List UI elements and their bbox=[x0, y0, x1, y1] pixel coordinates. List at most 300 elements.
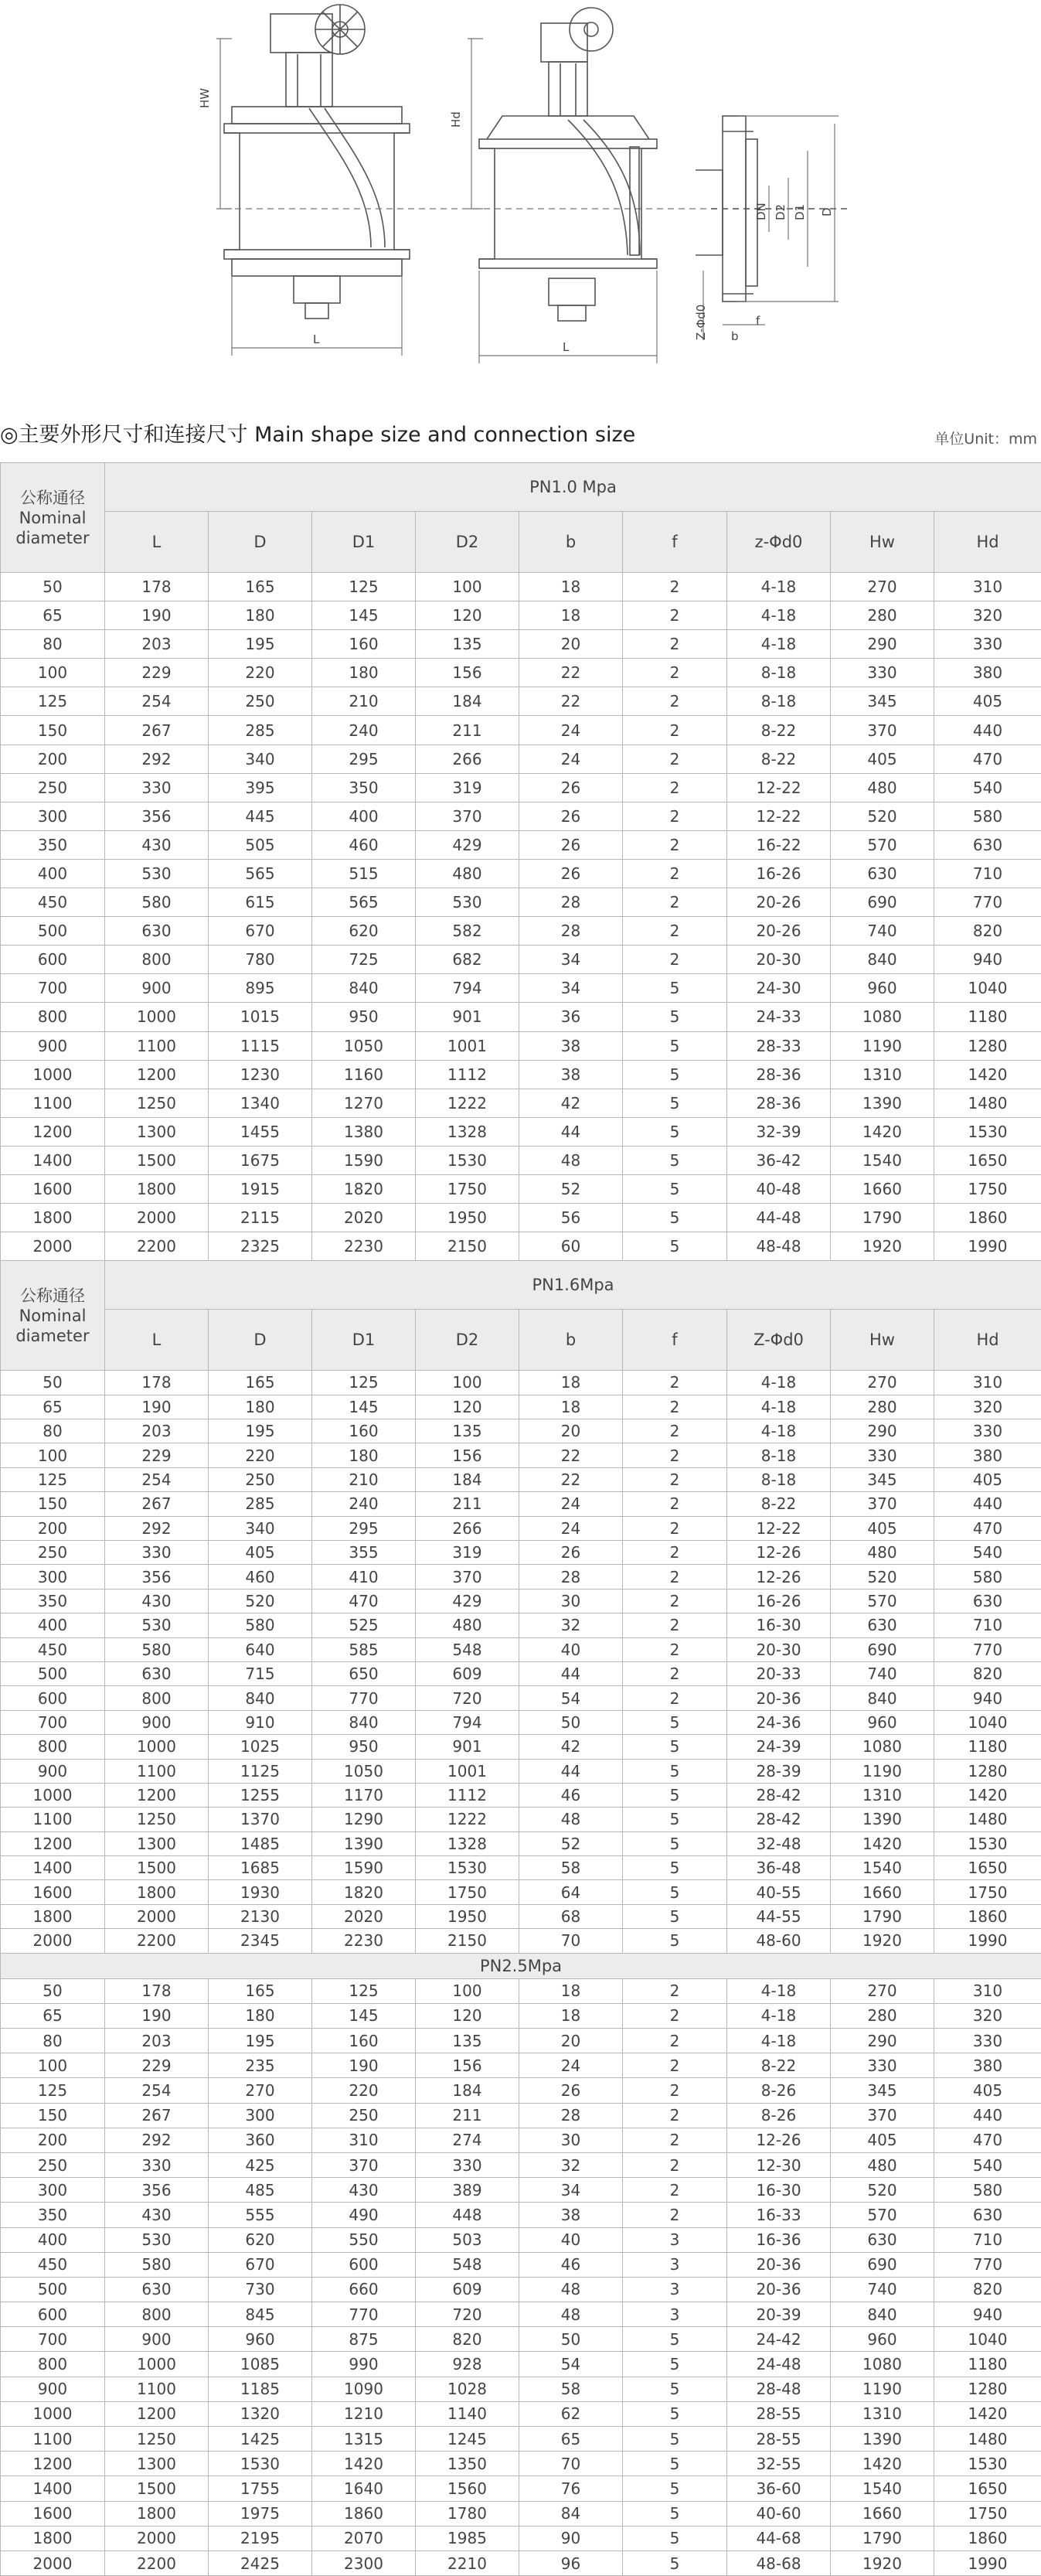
table-cell: 960 bbox=[831, 1710, 934, 1734]
table-cell: 928 bbox=[416, 2352, 519, 2377]
table-cell: 2 bbox=[623, 1661, 727, 1685]
table-cell: 2 bbox=[623, 573, 727, 601]
table-cell: 44 bbox=[519, 1117, 623, 1146]
column-header: Hd bbox=[934, 512, 1041, 573]
table-cell: 1100 bbox=[105, 1759, 209, 1783]
table-cell: 630 bbox=[934, 2203, 1041, 2227]
table-cell: 1001 bbox=[416, 1031, 519, 1060]
table-cell: 32-48 bbox=[727, 1831, 831, 1855]
table-cell: 540 bbox=[934, 2152, 1041, 2177]
table-row bbox=[1, 946, 1041, 974]
table-cell: 8-18 bbox=[727, 659, 831, 687]
table-cell: 220 bbox=[209, 659, 312, 687]
table-row bbox=[1, 2152, 1041, 2177]
table-cell: 65 bbox=[1, 1395, 105, 1419]
table-cell: 2 bbox=[623, 2103, 727, 2128]
table-cell: 1530 bbox=[416, 1856, 519, 1880]
table-cell: 4-18 bbox=[727, 630, 831, 659]
table-cell: 730 bbox=[209, 2277, 312, 2302]
table-cell: 330 bbox=[831, 2053, 934, 2078]
table-cell: 2 bbox=[623, 1395, 727, 1419]
table-cell: 5 bbox=[623, 2352, 727, 2377]
table-cell: 640 bbox=[209, 1637, 312, 1661]
table-cell: 40 bbox=[519, 2227, 623, 2252]
table-cell: 65 bbox=[519, 2427, 623, 2452]
table-cell: 292 bbox=[105, 2128, 209, 2152]
table-row bbox=[1, 1710, 1041, 1734]
table-cell: 16-30 bbox=[727, 1613, 831, 1637]
table-cell: 80 bbox=[1, 630, 105, 659]
table-cell: 1750 bbox=[416, 1174, 519, 1203]
table-cell: 280 bbox=[831, 601, 934, 630]
table-cell: 900 bbox=[1, 1759, 105, 1783]
table-cell: 8-26 bbox=[727, 2078, 831, 2103]
table-cell: 2 bbox=[623, 1467, 727, 1491]
table-cell: 330 bbox=[105, 773, 209, 802]
table-cell: 250 bbox=[312, 2103, 416, 2128]
table-cell: 2000 bbox=[105, 1904, 209, 1928]
table-cell: 54 bbox=[519, 2352, 623, 2377]
table-cell: 319 bbox=[416, 773, 519, 802]
column-header: Hd bbox=[934, 1310, 1041, 1371]
table-cell: 840 bbox=[312, 1710, 416, 1734]
table-cell: 2300 bbox=[312, 2550, 416, 2575]
table-cell: 800 bbox=[1, 1003, 105, 1031]
table-cell: 48 bbox=[519, 1808, 623, 1831]
table-row bbox=[1, 1031, 1041, 1060]
table-cell: 429 bbox=[416, 830, 519, 859]
table-cell: 1660 bbox=[831, 1880, 934, 1904]
table-cell: 2 bbox=[623, 830, 727, 859]
table-row bbox=[1, 1565, 1041, 1589]
table-cell: 585 bbox=[312, 1637, 416, 1661]
table-cell: 2 bbox=[623, 659, 727, 687]
table-row bbox=[1, 2327, 1041, 2352]
table-cell: 145 bbox=[312, 2003, 416, 2028]
table-cell: 1040 bbox=[934, 1710, 1041, 1734]
table-cell: 2020 bbox=[312, 1204, 416, 1232]
table-cell: 1100 bbox=[1, 2427, 105, 2452]
column-header: D1 bbox=[312, 512, 416, 573]
table-row bbox=[1, 2352, 1041, 2377]
table-cell: 2 bbox=[623, 745, 727, 773]
table-cell: 28 bbox=[519, 1565, 623, 1589]
table-cell: 1000 bbox=[105, 1735, 209, 1759]
table-cell: 2 bbox=[623, 1589, 727, 1613]
table-cell: 1185 bbox=[209, 2377, 312, 2401]
table-cell: 2 bbox=[623, 2178, 727, 2203]
table-row bbox=[1, 1637, 1041, 1661]
table-cell: 715 bbox=[209, 1661, 312, 1685]
table-cell: 505 bbox=[209, 830, 312, 859]
table-cell: 940 bbox=[934, 1686, 1041, 1710]
table-row bbox=[1, 2302, 1041, 2327]
table-cell: 32 bbox=[519, 2152, 623, 2177]
table-cell: 410 bbox=[312, 1565, 416, 1589]
table-cell: 840 bbox=[312, 974, 416, 1003]
table-cell: 8-22 bbox=[727, 745, 831, 773]
table-cell: 794 bbox=[416, 974, 519, 1003]
label-d2: D2 bbox=[774, 204, 788, 220]
table-cell: 18 bbox=[519, 1978, 623, 2003]
label-l2: L bbox=[563, 340, 570, 354]
table-cell: 5 bbox=[623, 2377, 727, 2401]
table-row bbox=[1, 745, 1041, 773]
table-cell: 50 bbox=[519, 2327, 623, 2352]
table-cell: 20-30 bbox=[727, 1637, 831, 1661]
table-cell: 145 bbox=[312, 1395, 416, 1419]
table-cell: 250 bbox=[209, 687, 312, 716]
table-cell: 725 bbox=[312, 946, 416, 974]
table-cell: 1500 bbox=[105, 2476, 209, 2501]
table-cell: 580 bbox=[934, 2178, 1041, 2203]
table-cell: 400 bbox=[1, 2227, 105, 2252]
table-cell: 1540 bbox=[831, 1856, 934, 1880]
table-cell: 184 bbox=[416, 687, 519, 716]
table-cell: 370 bbox=[831, 716, 934, 745]
valve-technical-drawings bbox=[0, 0, 1041, 379]
table-cell: 24-48 bbox=[727, 2352, 831, 2377]
table-cell: 295 bbox=[312, 745, 416, 773]
table-cell: 229 bbox=[105, 2053, 209, 2078]
table-cell: 770 bbox=[934, 888, 1041, 917]
table-cell: 267 bbox=[105, 1492, 209, 1516]
table-row bbox=[1, 2526, 1041, 2550]
table-cell: 178 bbox=[105, 1371, 209, 1395]
table-cell: 4-18 bbox=[727, 1419, 831, 1443]
table-cell: 490 bbox=[312, 2203, 416, 2227]
table-row bbox=[1, 630, 1041, 659]
table-cell: 540 bbox=[934, 1540, 1041, 1564]
table-cell: 254 bbox=[105, 2078, 209, 2103]
table-cell: 600 bbox=[312, 2252, 416, 2277]
table-row bbox=[1, 917, 1041, 946]
table-cell: 540 bbox=[934, 773, 1041, 802]
table-cell: 380 bbox=[934, 2053, 1041, 2078]
table-cell: 1950 bbox=[416, 1904, 519, 1928]
table-cell: 184 bbox=[416, 1467, 519, 1491]
label-hd: Hd bbox=[449, 111, 463, 128]
unit-label: 单位Unit：mm bbox=[934, 428, 1037, 448]
table-cell: 530 bbox=[105, 2227, 209, 2252]
table-cell: 620 bbox=[312, 917, 416, 946]
table-cell: 240 bbox=[312, 1492, 416, 1516]
table-cell: 310 bbox=[934, 573, 1041, 601]
table-cell: 430 bbox=[312, 2178, 416, 2203]
table-cell: 290 bbox=[831, 2029, 934, 2053]
table-cell: 5 bbox=[623, 1146, 727, 1174]
table-cell: 570 bbox=[831, 1589, 934, 1613]
table-cell: 405 bbox=[934, 2078, 1041, 2103]
table-cell: 500 bbox=[1, 917, 105, 946]
table-row bbox=[1, 1174, 1041, 1203]
table-cell: 700 bbox=[1, 2327, 105, 2352]
table-cell: 135 bbox=[416, 2029, 519, 2053]
table-cell: 1200 bbox=[105, 1783, 209, 1807]
table-cell: 1990 bbox=[934, 1929, 1041, 1953]
table-cell: 405 bbox=[831, 2128, 934, 2152]
table-cell: 1040 bbox=[934, 974, 1041, 1003]
table-cell: 1920 bbox=[831, 2550, 934, 2575]
table-cell: 340 bbox=[209, 1516, 312, 1540]
table-cell: 135 bbox=[416, 630, 519, 659]
table-cell: 960 bbox=[831, 2327, 934, 2352]
table-cell: 80 bbox=[1, 1419, 105, 1443]
column-header: L bbox=[105, 512, 209, 573]
table-cell: 145 bbox=[312, 601, 416, 630]
table-cell: 2 bbox=[623, 630, 727, 659]
table-cell: 910 bbox=[209, 1710, 312, 1734]
table-cell: 44-68 bbox=[727, 2526, 831, 2550]
table-cell: 2 bbox=[623, 1565, 727, 1589]
table-cell: 480 bbox=[831, 1540, 934, 1564]
table-cell: 254 bbox=[105, 1467, 209, 1491]
table-cell: 52 bbox=[519, 1831, 623, 1855]
table-cell: 389 bbox=[416, 2178, 519, 2203]
column-header-row bbox=[1, 512, 1041, 573]
table-cell: 4-18 bbox=[727, 1395, 831, 1419]
table-cell: 12-30 bbox=[727, 2152, 831, 2177]
table-cell: 1800 bbox=[105, 2501, 209, 2526]
table-cell: 630 bbox=[105, 917, 209, 946]
table-cell: 46 bbox=[519, 1783, 623, 1807]
table-cell: 184 bbox=[416, 2078, 519, 2103]
column-header: D bbox=[209, 512, 312, 573]
table-row bbox=[1, 888, 1041, 917]
table-cell: 429 bbox=[416, 1589, 519, 1613]
table-cell: 1530 bbox=[934, 1831, 1041, 1855]
table-cell: 480 bbox=[416, 859, 519, 888]
table-cell: 1000 bbox=[105, 2352, 209, 2377]
table-cell: 370 bbox=[831, 1492, 934, 1516]
table-cell: 48 bbox=[519, 2277, 623, 2302]
table-row bbox=[1, 1060, 1041, 1089]
table-cell: 340 bbox=[209, 745, 312, 773]
table-cell: 1310 bbox=[831, 1783, 934, 1807]
table-cell: 20-36 bbox=[727, 2277, 831, 2302]
dimension-table bbox=[0, 462, 1041, 2576]
table-cell: 580 bbox=[105, 1637, 209, 1661]
table-cell: 5 bbox=[623, 2452, 727, 2476]
table-cell: 840 bbox=[831, 1686, 934, 1710]
table-row bbox=[1, 1467, 1041, 1491]
table-cell: 195 bbox=[209, 630, 312, 659]
table-cell: 195 bbox=[209, 1419, 312, 1443]
table-cell: 1790 bbox=[831, 1904, 934, 1928]
table-cell: 2 bbox=[623, 2053, 727, 2078]
table-cell: 582 bbox=[416, 917, 519, 946]
table-cell: 720 bbox=[416, 1686, 519, 1710]
table-cell: 405 bbox=[831, 1516, 934, 1540]
table-cell: 50 bbox=[519, 1710, 623, 1734]
table-row bbox=[1, 2078, 1041, 2103]
table-cell: 4-18 bbox=[727, 601, 831, 630]
table-cell: 1590 bbox=[312, 1856, 416, 1880]
table-cell: 690 bbox=[831, 888, 934, 917]
table-cell: 570 bbox=[831, 2203, 934, 2227]
table-cell: 580 bbox=[209, 1613, 312, 1637]
table-cell: 1280 bbox=[934, 2377, 1041, 2401]
table-cell: 70 bbox=[519, 1929, 623, 1953]
table-cell: 65 bbox=[1, 601, 105, 630]
table-cell: 1790 bbox=[831, 1204, 934, 1232]
table-cell: 405 bbox=[934, 1467, 1041, 1491]
table-cell: 2 bbox=[623, 716, 727, 745]
table-cell: 840 bbox=[831, 946, 934, 974]
table-cell: 400 bbox=[1, 1613, 105, 1637]
table-cell: 48-68 bbox=[727, 2550, 831, 2575]
table-cell: 44 bbox=[519, 1759, 623, 1783]
table-row bbox=[1, 1783, 1041, 1807]
table-cell: 5 bbox=[623, 1089, 727, 1117]
table-cell: 285 bbox=[209, 716, 312, 745]
table-cell: 440 bbox=[934, 1492, 1041, 1516]
table-cell: 1028 bbox=[416, 2377, 519, 2401]
table-cell: 36-42 bbox=[727, 1146, 831, 1174]
table-cell: 34 bbox=[519, 2178, 623, 2203]
table-cell: 770 bbox=[312, 2302, 416, 2327]
table-cell: 740 bbox=[831, 2277, 934, 2302]
table-cell: 2130 bbox=[209, 1904, 312, 1928]
table-cell: 211 bbox=[416, 716, 519, 745]
table-cell: 630 bbox=[934, 830, 1041, 859]
table-cell: 156 bbox=[416, 1443, 519, 1467]
table-cell: 330 bbox=[934, 2029, 1041, 2053]
column-header: D1 bbox=[312, 1310, 416, 1371]
table-row bbox=[1, 716, 1041, 745]
table-cell: 125 bbox=[1, 687, 105, 716]
table-cell: 26 bbox=[519, 859, 623, 888]
table-cell: 1985 bbox=[416, 2526, 519, 2550]
column-header: Hw bbox=[831, 512, 934, 573]
table-cell: 5 bbox=[623, 1117, 727, 1146]
table-cell: 690 bbox=[831, 1637, 934, 1661]
table-cell: 1290 bbox=[312, 1808, 416, 1831]
table-cell: 125 bbox=[312, 573, 416, 601]
table-cell: 330 bbox=[934, 630, 1041, 659]
table-row bbox=[1, 2103, 1041, 2128]
table-cell: 178 bbox=[105, 573, 209, 601]
table-cell: 16-26 bbox=[727, 1589, 831, 1613]
table-cell: 580 bbox=[105, 888, 209, 917]
table-cell: 5 bbox=[623, 1003, 727, 1031]
table-cell: 1500 bbox=[105, 1146, 209, 1174]
table-cell: 1100 bbox=[105, 2377, 209, 2401]
table-cell: 1160 bbox=[312, 1060, 416, 1089]
table-cell: 1115 bbox=[209, 1031, 312, 1060]
table-cell: 270 bbox=[831, 573, 934, 601]
table-cell: 1080 bbox=[831, 2352, 934, 2377]
pressure-class-header: PN1.0 Mpa bbox=[105, 463, 1041, 512]
table-cell: 300 bbox=[209, 2103, 312, 2128]
table-cell: 2 bbox=[623, 1516, 727, 1540]
table-cell: 710 bbox=[934, 1613, 1041, 1637]
label-zd0: Z-Φd0 bbox=[694, 305, 708, 340]
table-cell: 1650 bbox=[934, 1146, 1041, 1174]
table-cell: 203 bbox=[105, 2029, 209, 2053]
table-cell: 2 bbox=[623, 888, 727, 917]
table-cell: 875 bbox=[312, 2327, 416, 2352]
table-cell: 901 bbox=[416, 1735, 519, 1759]
table-row bbox=[1, 2377, 1041, 2401]
table-row bbox=[1, 802, 1041, 830]
table-row bbox=[1, 601, 1041, 630]
table-cell: 609 bbox=[416, 2277, 519, 2302]
table-cell: 1300 bbox=[105, 1831, 209, 1855]
table-cell: 2200 bbox=[105, 2550, 209, 2575]
table-cell: 160 bbox=[312, 2029, 416, 2053]
table-cell: 180 bbox=[209, 601, 312, 630]
table-cell: 58 bbox=[519, 1856, 623, 1880]
table-cell: 1180 bbox=[934, 1735, 1041, 1759]
table-cell: 670 bbox=[209, 917, 312, 946]
table-cell: 150 bbox=[1, 2103, 105, 2128]
table-cell: 24-30 bbox=[727, 974, 831, 1003]
table-cell: 200 bbox=[1, 1516, 105, 1540]
table-cell: 2 bbox=[623, 1686, 727, 1710]
table-cell: 1455 bbox=[209, 1117, 312, 1146]
table-cell: 210 bbox=[312, 1467, 416, 1491]
table-cell: 2 bbox=[623, 1540, 727, 1564]
table-cell: 460 bbox=[209, 1565, 312, 1589]
table-cell: 190 bbox=[105, 1395, 209, 1419]
table-cell: 22 bbox=[519, 659, 623, 687]
table-row bbox=[1, 859, 1041, 888]
table-row bbox=[1, 1371, 1041, 1395]
table-cell: 2 bbox=[623, 1419, 727, 1443]
table-cell: 1210 bbox=[312, 2401, 416, 2426]
table-cell: 22 bbox=[519, 1467, 623, 1491]
table-cell: 350 bbox=[1, 1589, 105, 1613]
table-cell: 356 bbox=[105, 1565, 209, 1589]
table-cell: 1540 bbox=[831, 2476, 934, 2501]
table-cell: 1310 bbox=[831, 2401, 934, 2426]
table-cell: 900 bbox=[105, 2327, 209, 2352]
label-hw: HW bbox=[198, 88, 212, 108]
table-cell: 2345 bbox=[209, 1929, 312, 1953]
table-cell: 320 bbox=[934, 1395, 1041, 1419]
column-header: b bbox=[519, 1310, 623, 1371]
table-cell: 630 bbox=[934, 1589, 1041, 1613]
table-cell: 1180 bbox=[934, 1003, 1041, 1031]
table-cell: 330 bbox=[934, 1419, 1041, 1443]
table-row bbox=[1, 2128, 1041, 2152]
table-cell: 1085 bbox=[209, 2352, 312, 2377]
table-cell: 2150 bbox=[416, 1232, 519, 1261]
table-cell: 940 bbox=[934, 2302, 1041, 2327]
nominal-label-en: diameter bbox=[1, 528, 104, 548]
table-cell: 20-26 bbox=[727, 888, 831, 917]
table-cell: 2200 bbox=[105, 1232, 209, 1261]
table-cell: 254 bbox=[105, 687, 209, 716]
table-cell: 18 bbox=[519, 1371, 623, 1395]
table-cell: 2 bbox=[623, 917, 727, 946]
table-cell: 1340 bbox=[209, 1089, 312, 1117]
table-cell: 40-48 bbox=[727, 1174, 831, 1203]
label-d1: D1 bbox=[793, 204, 807, 220]
table-cell: 48-60 bbox=[727, 1929, 831, 1953]
table-cell: 125 bbox=[312, 1978, 416, 2003]
table-row bbox=[1, 1589, 1041, 1613]
table-cell: 300 bbox=[1, 2178, 105, 2203]
column-header: Hw bbox=[831, 1310, 934, 1371]
table-cell: 1230 bbox=[209, 1060, 312, 1089]
table-cell: 290 bbox=[831, 630, 934, 659]
table-cell: 12-22 bbox=[727, 773, 831, 802]
table-row bbox=[1, 1003, 1041, 1031]
table-cell: 250 bbox=[1, 2152, 105, 2177]
table-cell: 120 bbox=[416, 601, 519, 630]
